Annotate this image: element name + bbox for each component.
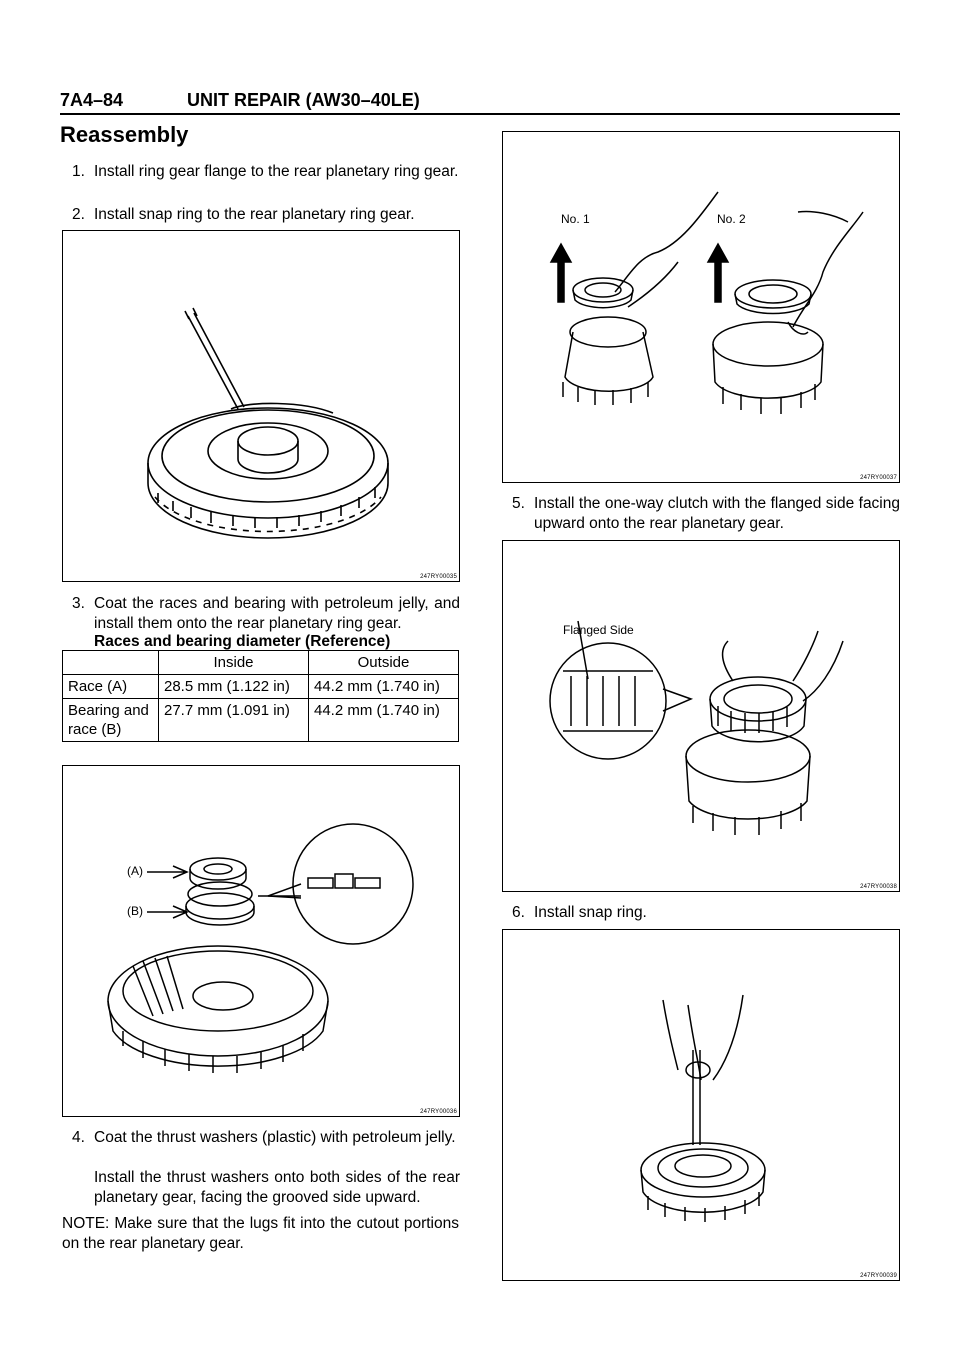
figure-code: 247RY00036 (420, 1109, 457, 1115)
step-text: Install snap ring. (534, 904, 647, 921)
header-rule (60, 113, 900, 115)
thrust-washers-illustration (503, 132, 899, 482)
step-text: Coat the thrust washers (plastic) with petroleum jelly. (94, 1129, 456, 1146)
install-snap-ring-illustration (503, 930, 899, 1280)
section-title: Reassembly (60, 122, 189, 147)
table-cell: Race (A) (63, 675, 159, 699)
figure-races-bearing (62, 765, 460, 1117)
step-number: 4. (72, 1129, 85, 1146)
step-number: 6. (512, 904, 525, 921)
figure-thrust-washers (502, 131, 900, 483)
step-number: 1. (72, 163, 85, 180)
figure-code: 247RY00038 (860, 884, 897, 890)
figure-code: 247RY00035 (420, 574, 457, 580)
snap-ring-illustration (63, 231, 459, 581)
step-number: 2. (72, 206, 85, 223)
step-text: Install the one-way clutch with the flanged side facing upward onto the rear planetary gear. (534, 495, 900, 532)
page-title: UNIT REPAIR (AW30–40LE) (187, 90, 420, 110)
step-4-detail: Install the thrust washers onto both sides of the rear planetary gear, facing the grooved side upward. (94, 1169, 460, 1206)
table-caption: Races and bearing diameter (Reference) (94, 633, 391, 650)
figure-code: 247RY00039 (860, 1273, 897, 1279)
figure-install-snap-ring (502, 929, 900, 1281)
table-header (63, 651, 159, 675)
table-header: Outside (309, 651, 459, 675)
step-number: 5. (512, 495, 525, 512)
table-row (63, 699, 459, 742)
table-cell: 44.2 mm (1.740 in) (309, 699, 459, 742)
table-header: Inside (159, 651, 309, 675)
label-no-2: No. 2 (717, 212, 746, 226)
table-cell: 27.7 mm (1.091 in) (159, 699, 309, 742)
table-cell: 44.2 mm (1.740 in) (309, 675, 459, 699)
label-bearing-b: (B) (127, 904, 143, 918)
figure-one-way-clutch (502, 540, 900, 892)
step-text: Install ring gear flange to the rear planetary ring gear. (94, 163, 459, 180)
table-header-row (63, 651, 459, 675)
one-way-clutch-illustration (503, 541, 899, 891)
figure-code: 247RY00037 (860, 475, 897, 481)
page-number: 7A4–84 (60, 90, 124, 110)
step-text: Install snap ring to the rear planetary ring gear. (94, 206, 415, 223)
table-row (63, 675, 459, 699)
table-cell: Bearing and race (B) (63, 699, 159, 742)
label-no-1: No. 1 (561, 212, 590, 226)
note-text: NOTE: Make sure that the lugs fit into the cutout portions on the rear planetary gear. (62, 1215, 459, 1252)
diameter-table (62, 650, 459, 742)
step-text: Coat the races and bearing with petroleum jelly, and install them onto the rear planetary ring gear. (94, 595, 460, 632)
label-flanged-side: Flanged Side (563, 623, 634, 637)
step-number: 3. (72, 595, 85, 612)
label-race-a: (A) (127, 864, 143, 878)
table-cell: 28.5 mm (1.122 in) (159, 675, 309, 699)
figure-snap-ring-ring-gear (62, 230, 460, 582)
races-bearing-illustration (63, 766, 459, 1116)
